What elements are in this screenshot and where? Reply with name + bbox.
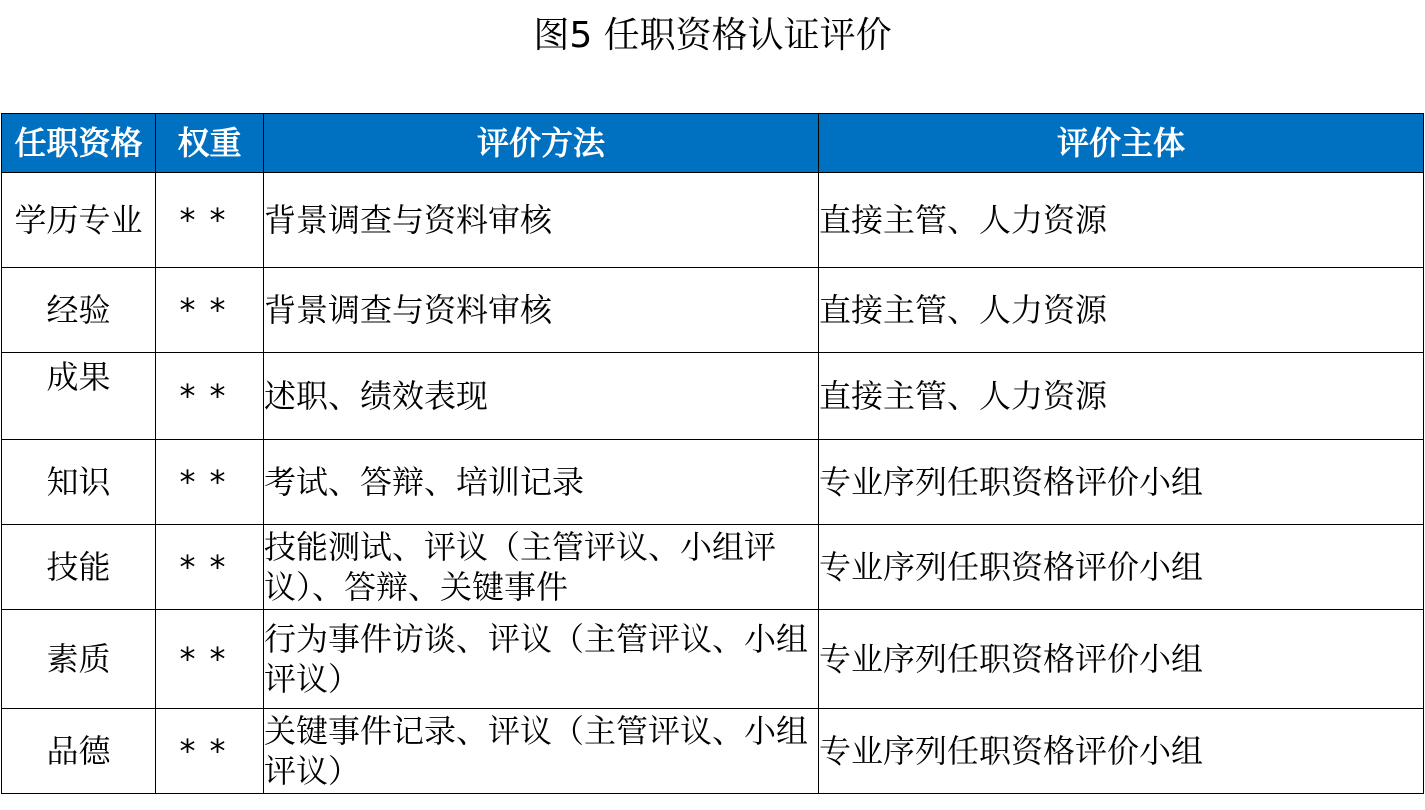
header-subject: 评价主体 xyxy=(819,114,1424,173)
method-cell: 背景调查与资料审核 xyxy=(264,268,819,353)
subject-cell: 专业序列任职资格评价小组 xyxy=(819,525,1424,610)
subject-cell: 直接主管、人力资源 xyxy=(819,173,1424,268)
page-title: 图5 任职资格认证评价 xyxy=(533,15,892,56)
table-row xyxy=(2,353,1424,440)
subject-cell: 直接主管、人力资源 xyxy=(819,353,1424,440)
qualification-cell: 学历专业 xyxy=(2,173,156,268)
method-cell: 考试、答辩、培训记录 xyxy=(264,440,819,525)
qualification-cell: 品德 xyxy=(2,709,156,794)
weight-cell: ** xyxy=(156,610,264,709)
method-cell: 关键事件记录、评议（主管评议、小组评议） xyxy=(264,709,819,794)
table-row xyxy=(2,610,1424,709)
header-method: 评价方法 xyxy=(264,114,819,173)
qualification-cell: 经验 xyxy=(2,268,156,353)
qualification-cell: 技能 xyxy=(2,525,156,610)
table-row xyxy=(2,525,1424,610)
header-weight: 权重 xyxy=(156,114,264,173)
weight-cell: ** xyxy=(156,709,264,794)
method-cell: 背景调查与资料审核 xyxy=(264,173,819,268)
table-row xyxy=(2,173,1424,268)
qualification-cell: 成果 xyxy=(2,353,156,440)
header-qualification: 任职资格 xyxy=(2,114,156,173)
table-row xyxy=(2,440,1424,525)
subject-cell: 专业序列任职资格评价小组 xyxy=(819,709,1424,794)
subject-cell: 专业序列任职资格评价小组 xyxy=(819,440,1424,525)
method-cell: 述职、绩效表现 xyxy=(264,353,819,440)
qualification-cell: 知识 xyxy=(2,440,156,525)
weight-cell: ** xyxy=(156,440,264,525)
qualification-cell: 素质 xyxy=(2,610,156,709)
method-cell: 技能测试、评议（主管评议、小组评议）、答辩、关键事件 xyxy=(264,525,819,610)
subject-cell: 专业序列任职资格评价小组 xyxy=(819,610,1424,709)
table-header-row xyxy=(2,114,1424,173)
weight-cell: ** xyxy=(156,353,264,440)
method-cell: 行为事件访谈、评议（主管评议、小组评议） xyxy=(264,610,819,709)
qualification-evaluation-table xyxy=(1,113,1424,794)
table-row xyxy=(2,268,1424,353)
table-row xyxy=(2,709,1424,794)
weight-cell: ** xyxy=(156,268,264,353)
weight-cell: ** xyxy=(156,173,264,268)
weight-cell: ** xyxy=(156,525,264,610)
subject-cell: 直接主管、人力资源 xyxy=(819,268,1424,353)
